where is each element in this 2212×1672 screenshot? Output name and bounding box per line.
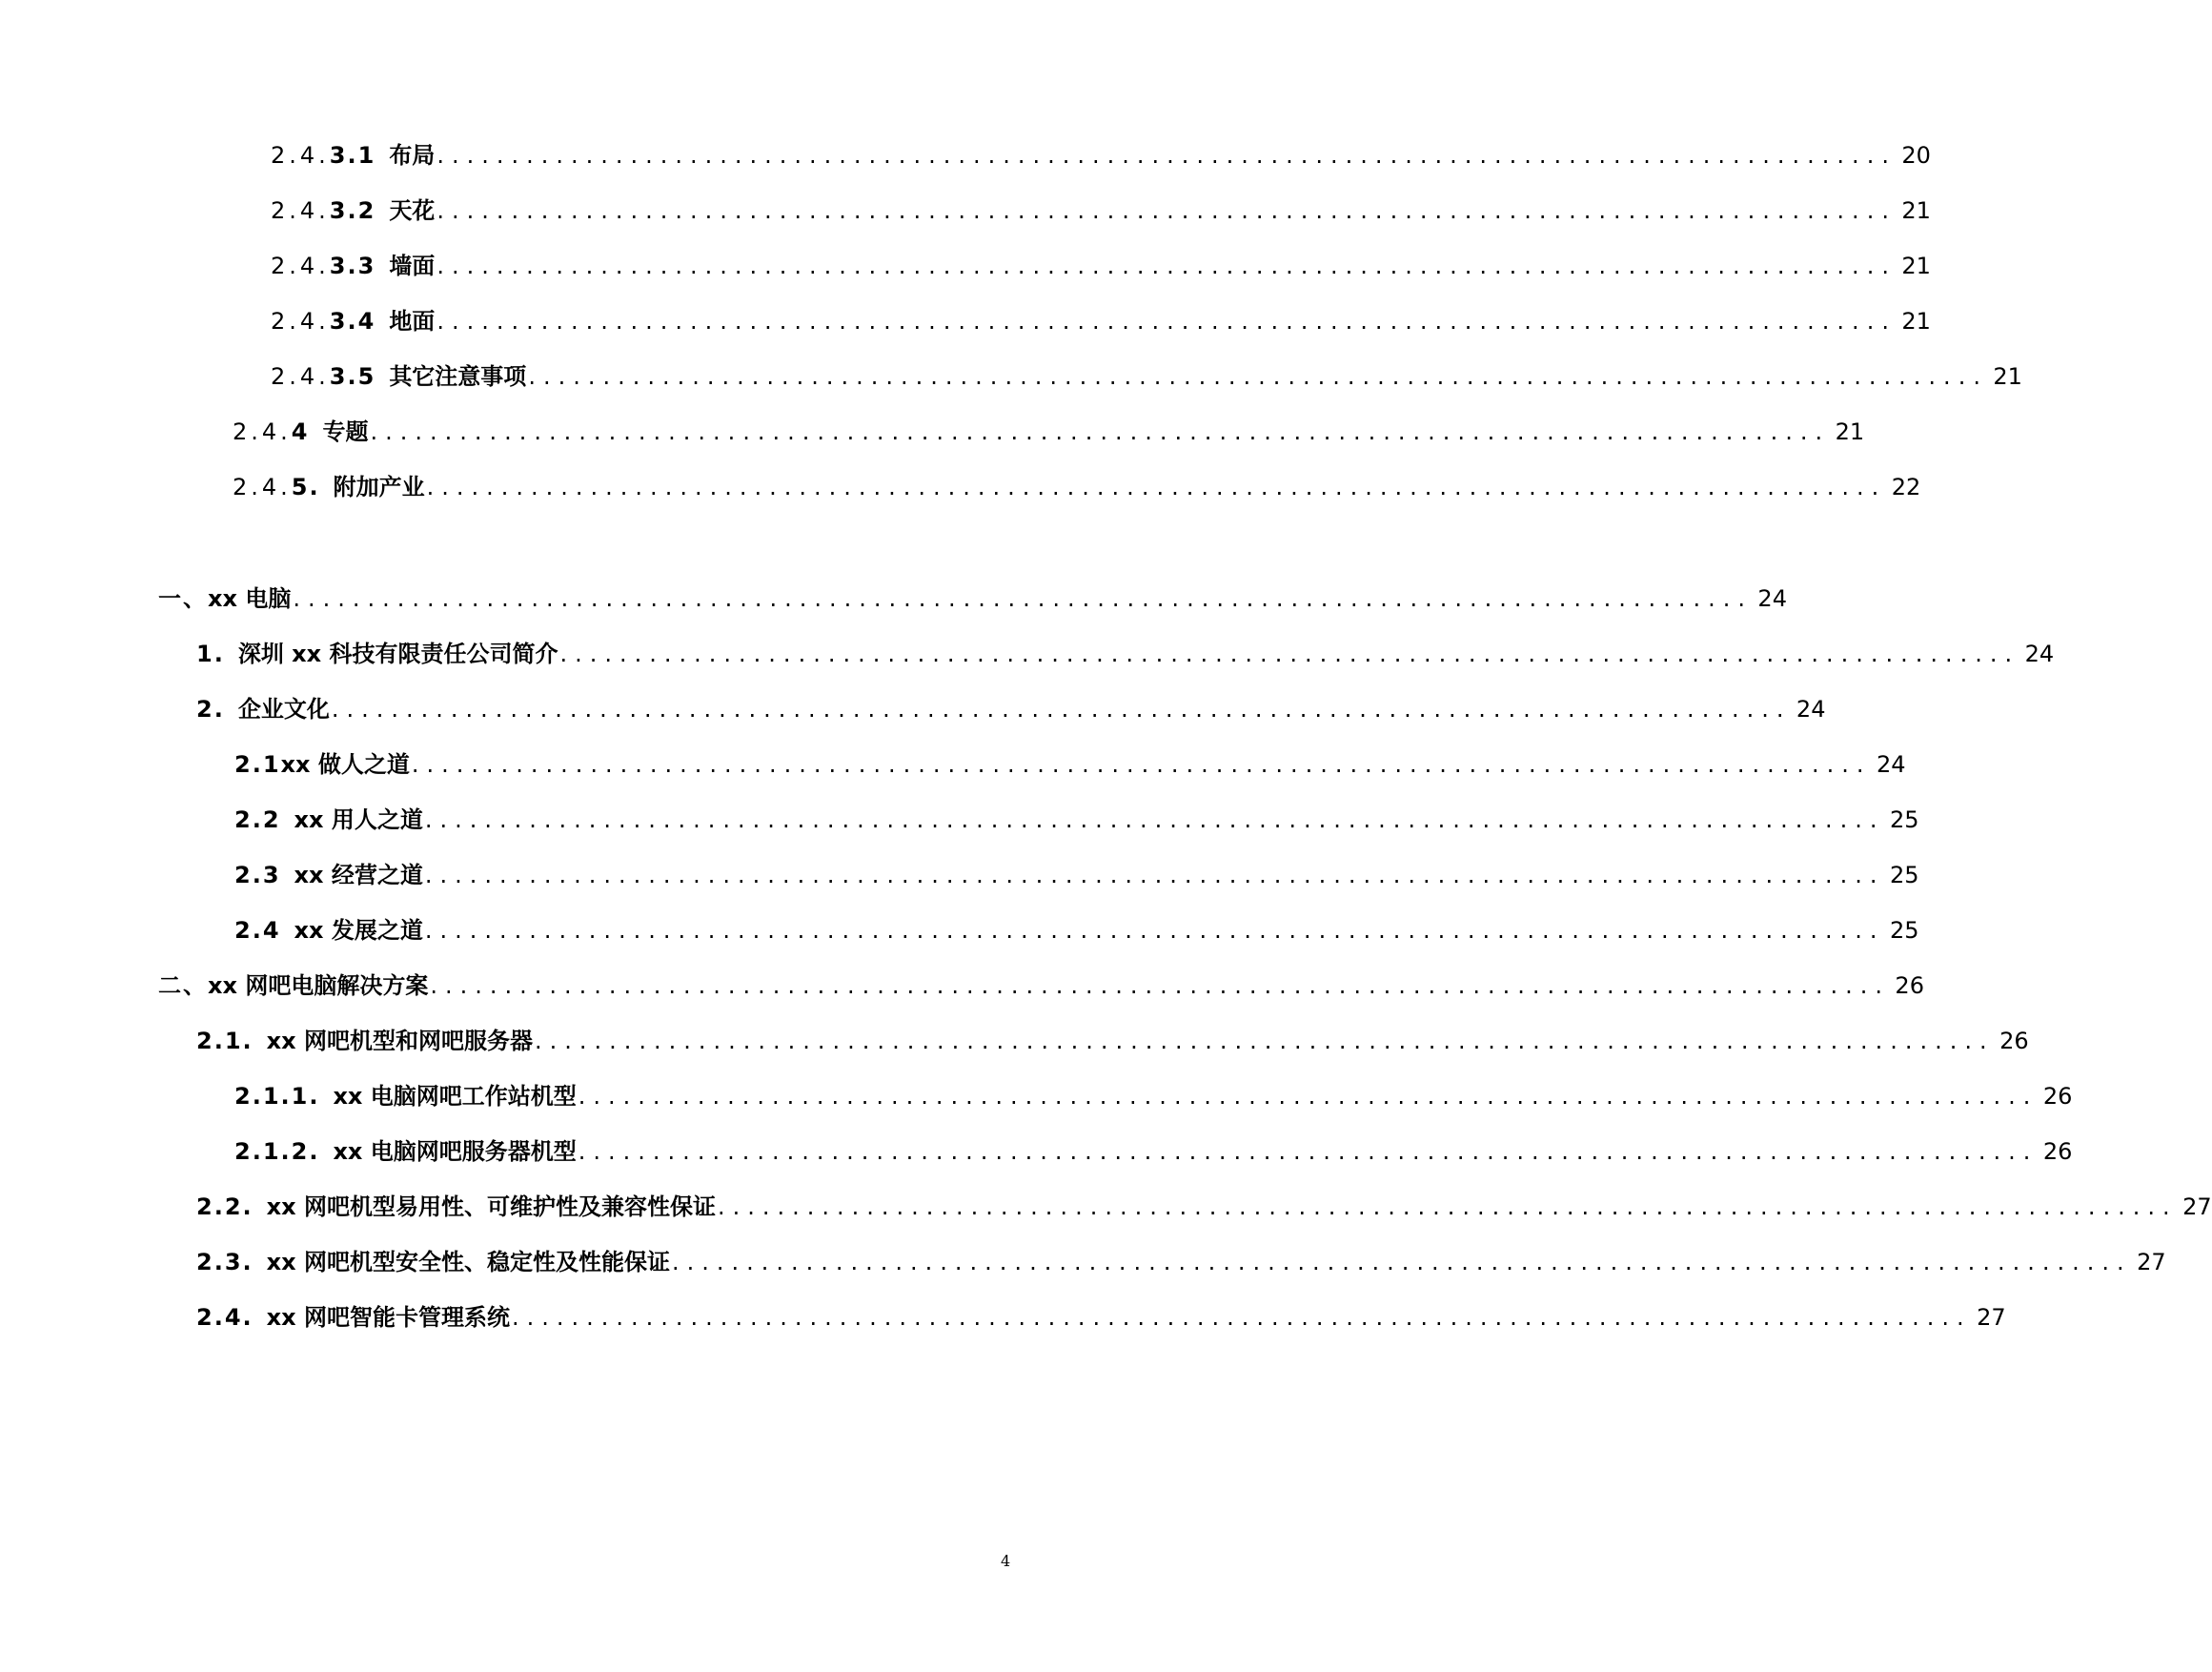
toc-entry-title: 地面 [389, 308, 436, 335]
toc-entry[interactable] [234, 1132, 2073, 1171]
toc-entry[interactable] [271, 357, 2022, 396]
toc-entry-page: 25 [1889, 806, 1919, 833]
toc-entry-title: xx 电脑网吧服务器机型 [333, 1138, 577, 1165]
toc-entry[interactable] [234, 1077, 2073, 1115]
toc-entry-number: 2. [196, 696, 225, 723]
toc-entry-number: 2.1.2. [234, 1138, 320, 1165]
dot-leader: .................................................................................................. [528, 363, 1988, 390]
toc-entry-number: 2.4.3.4 [271, 308, 376, 335]
dot-leader: .................................................................................................. [578, 1138, 2039, 1165]
toc-entry-number: 2.3. [196, 1249, 254, 1275]
dot-leader: .................................................................................................. [430, 972, 1890, 999]
toc-entry-page: 21 [1993, 363, 2022, 390]
dot-leader: .................................................................................................. [331, 696, 1792, 723]
toc-entry[interactable] [234, 801, 1919, 839]
dot-leader: .................................................................................................. [436, 197, 1897, 224]
toc-entry[interactable] [234, 745, 1906, 784]
toc-entry-title: 企业文化 [237, 696, 330, 723]
dot-leader: .................................................................................................. [426, 474, 1887, 500]
toc-entry-number: 2.2. [196, 1193, 254, 1220]
toc-entry-title: xx 网吧机型安全性、稳定性及性能保证 [266, 1249, 670, 1275]
dot-leader: .................................................................................................. [424, 917, 1885, 944]
toc-entry-number: 2.1.1. [234, 1083, 320, 1110]
toc-entry-page: 26 [2042, 1138, 2073, 1165]
dot-leader: .................................................................................................. [293, 585, 1753, 612]
toc-entry-title: 天花 [389, 197, 436, 224]
dot-leader: .................................................................................................. [511, 1304, 1972, 1331]
toc-entry-title: xx 用人之道 [294, 806, 423, 833]
toc-entry-page: 22 [1891, 474, 1921, 500]
toc-entry-number: 2.4.5. [233, 474, 320, 500]
dot-leader: .................................................................................................. [424, 806, 1885, 833]
toc-entry-page: 20 [1901, 142, 1931, 169]
toc-entry-title: xx 电脑 [208, 585, 292, 612]
toc-entry-page: 24 [1796, 696, 1826, 723]
toc-entry-page: 27 [2182, 1193, 2212, 1220]
toc-entry-page: 24 [1757, 585, 1787, 612]
toc-entry-title: xx 网吧电脑解决方案 [208, 972, 429, 999]
toc-entry[interactable] [234, 856, 1919, 894]
dot-leader: .................................................................................................. [436, 253, 1897, 279]
toc-entry-title: 其它注意事项 [389, 363, 527, 390]
dot-leader: .................................................................................................. [424, 862, 1885, 888]
toc-entry[interactable] [233, 413, 1865, 451]
dot-leader: .................................................................................................. [411, 751, 1872, 778]
toc-entry[interactable] [196, 635, 2055, 673]
toc-entry-number: 2.4.4 [233, 418, 310, 445]
toc-entry[interactable] [196, 1188, 2212, 1226]
dot-leader: .................................................................................................. [671, 1249, 2132, 1275]
toc-entry-page: 26 [1895, 972, 1924, 999]
dot-leader: .................................................................................................. [534, 1028, 1995, 1054]
toc-entry-title: 墙面 [389, 253, 436, 279]
dot-leader: .................................................................................................. [436, 142, 1897, 169]
toc-entry[interactable] [271, 302, 1931, 340]
toc-entry-page: 25 [1889, 862, 1919, 888]
toc-entry-page: 24 [2024, 641, 2055, 667]
toc-entry-number: 2.1. [196, 1028, 254, 1054]
toc-entry-page: 21 [1835, 418, 1865, 445]
toc-entry-page: 27 [2137, 1249, 2166, 1275]
dot-leader: .................................................................................................. [370, 418, 1831, 445]
toc-entry-title: xx 网吧智能卡管理系统 [266, 1304, 510, 1331]
toc-entry-page: 25 [1889, 917, 1919, 944]
toc-entry-number: 1. [196, 641, 225, 667]
dot-leader: .................................................................................................. [717, 1193, 2178, 1220]
toc-entry[interactable] [196, 1022, 2029, 1060]
toc-entry-page: 21 [1901, 197, 1931, 224]
toc-entry-number: 2.4. [196, 1304, 254, 1331]
toc-entry-page: 26 [2042, 1083, 2073, 1110]
toc-entry-title: xx 做人之道 [280, 751, 410, 778]
toc-entry[interactable] [196, 1243, 2166, 1281]
toc-entry[interactable] [233, 468, 1921, 506]
toc-entry[interactable] [271, 192, 1931, 230]
toc-entry-page: 27 [1977, 1304, 2006, 1331]
toc-entry-number: 2.3 [234, 862, 281, 888]
toc-entry-number: 2.2 [234, 806, 281, 833]
toc-entry[interactable] [234, 911, 1919, 949]
dot-leader: .................................................................................................. [578, 1083, 2039, 1110]
toc-entry[interactable] [271, 247, 1931, 285]
toc-entry-number: 2.4.3.3 [271, 253, 376, 279]
toc-entry-title: xx 电脑网吧工作站机型 [333, 1083, 577, 1110]
toc-entry-number: 一、 [158, 585, 208, 612]
toc-entry[interactable] [271, 136, 1931, 174]
toc-entry-title: xx 网吧机型和网吧服务器 [266, 1028, 533, 1054]
toc-entry-page: 26 [1999, 1028, 2029, 1054]
toc-entry-title: xx 经营之道 [294, 862, 423, 888]
toc-entry-page: 21 [1901, 308, 1931, 335]
toc-entry[interactable] [196, 690, 1826, 728]
toc-entry[interactable] [196, 1298, 2006, 1336]
toc-entry-title: 专题 [322, 418, 369, 445]
toc-entry-number: 2.1 [234, 751, 281, 778]
page-number: 4 [1001, 1552, 1011, 1570]
toc-entry-page: 24 [1876, 751, 1906, 778]
toc-entry-title: 布局 [389, 142, 436, 169]
toc-entry-title: xx 发展之道 [294, 917, 423, 944]
toc-entry-number: 2.4.3.2 [271, 197, 376, 224]
toc-entry-number: 2.4 [234, 917, 281, 944]
dot-leader: .................................................................................................. [436, 308, 1897, 335]
dot-leader: .................................................................................................. [559, 641, 2020, 667]
toc-entry-number: 2.4.3.5 [271, 363, 376, 390]
toc-entry-title: 深圳 xx 科技有限责任公司简介 [237, 641, 558, 667]
toc-entry-title: xx 网吧机型易用性、可维护性及兼容性保证 [266, 1193, 716, 1220]
toc-entry-number: 2.4.3.1 [271, 142, 376, 169]
toc-entry[interactable] [158, 580, 1787, 618]
toc-entry-page: 21 [1901, 253, 1931, 279]
toc-entry-number: 二、 [158, 972, 208, 999]
toc-entry[interactable] [158, 967, 1924, 1005]
toc-entry-title: 附加产业 [333, 474, 425, 500]
